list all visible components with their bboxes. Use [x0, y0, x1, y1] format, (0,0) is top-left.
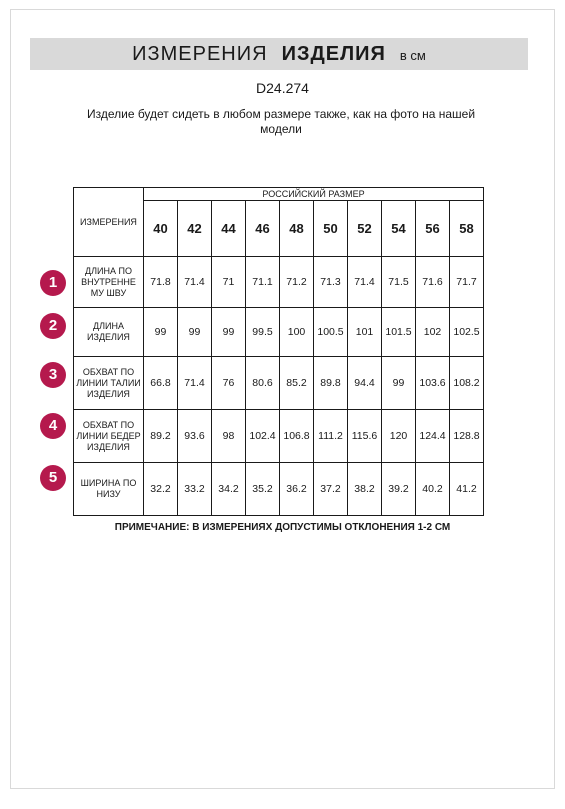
table-cell: 101.5 — [382, 308, 416, 357]
table-cell: 99.5 — [246, 308, 280, 357]
table-cell: 37.2 — [314, 463, 348, 516]
row-number-marker: 1 — [40, 270, 66, 296]
table-cell: 71.3 — [314, 257, 348, 308]
table-cell: 102.4 — [246, 410, 280, 463]
size-header-cell: 44 — [212, 201, 246, 257]
title-measurements: ИЗМЕРЕНИЯ — [132, 43, 268, 65]
size-header-cell: 52 — [348, 201, 382, 257]
table-cell: 80.6 — [246, 357, 280, 410]
table-cell: 100.5 — [314, 308, 348, 357]
table-cell: 101 — [348, 308, 382, 357]
table-row — [74, 463, 484, 516]
table-cell: 71.6 — [416, 257, 450, 308]
table-cell: 98 — [212, 410, 246, 463]
product-code: D24.274 — [256, 80, 309, 96]
table-cell: 99 — [144, 308, 178, 357]
table-cell: 71 — [212, 257, 246, 308]
size-header-cell: 48 — [280, 201, 314, 257]
table-cell: 100 — [280, 308, 314, 357]
size-header-cell: 46 — [246, 201, 280, 257]
row-number-marker: 5 — [40, 465, 66, 491]
size-header-cell: 58 — [450, 201, 484, 257]
table-cell: 71.4 — [348, 257, 382, 308]
row-label: ШИРИНА ПО НИЗУ — [74, 463, 144, 516]
table-cell: 35.2 — [246, 463, 280, 516]
table-cell: 71.8 — [144, 257, 178, 308]
table-cell: 93.6 — [178, 410, 212, 463]
table-cell: 102.5 — [450, 308, 484, 357]
table-cell: 71.4 — [178, 257, 212, 308]
table-cell: 71.5 — [382, 257, 416, 308]
table-cell: 71.1 — [246, 257, 280, 308]
row-number-marker: 2 — [40, 313, 66, 339]
table-cell: 41.2 — [450, 463, 484, 516]
table-cell: 99 — [382, 357, 416, 410]
table-cell: 33.2 — [178, 463, 212, 516]
size-header-cell: 42 — [178, 201, 212, 257]
table-cell: 106.8 — [280, 410, 314, 463]
table-cell: 71.2 — [280, 257, 314, 308]
table-cell: 124.4 — [416, 410, 450, 463]
table-cell: 99 — [178, 308, 212, 357]
russian-size-header: РОССИЙСКИЙ РАЗМЕР — [144, 188, 484, 201]
fit-description: Изделие будет сидеть в любом размере также, как на фото на нашей модели — [86, 107, 476, 136]
table-cell: 38.2 — [348, 463, 382, 516]
table-cell: 34.2 — [212, 463, 246, 516]
table-row — [74, 308, 484, 357]
table-cell: 102 — [416, 308, 450, 357]
table-row — [74, 410, 484, 463]
row-label: ДЛИНА ПО ВНУТРЕННЕ МУ ШВУ — [74, 257, 144, 308]
table-cell: 99 — [212, 308, 246, 357]
table-cell: 71.7 — [450, 257, 484, 308]
title-bar — [30, 38, 528, 70]
size-header-cell: 40 — [144, 201, 178, 257]
table-row — [74, 357, 484, 410]
title-product: ИЗДЕЛИЯ — [281, 43, 386, 65]
row-label: ОБХВАТ ПО ЛИНИИ ТАЛИИ ИЗДЕЛИЯ — [74, 357, 144, 410]
table-cell: 32.2 — [144, 463, 178, 516]
row-label: ДЛИНА ИЗДЕЛИЯ — [74, 308, 144, 357]
table-cell: 36.2 — [280, 463, 314, 516]
table-cell: 40.2 — [416, 463, 450, 516]
table-cell: 103.6 — [416, 357, 450, 410]
table-cell: 120 — [382, 410, 416, 463]
row-number-marker: 4 — [40, 413, 66, 439]
table-cell: 108.2 — [450, 357, 484, 410]
table-cell: 89.8 — [314, 357, 348, 410]
table-cell: 39.2 — [382, 463, 416, 516]
row-number-marker: 3 — [40, 362, 66, 388]
table-cell: 128.8 — [450, 410, 484, 463]
size-header-cell: 56 — [416, 201, 450, 257]
table-row — [74, 257, 484, 308]
size-header-cell: 54 — [382, 201, 416, 257]
measurements-header: ИЗМЕРЕНИЯ — [74, 188, 144, 257]
table-cell: 66.8 — [144, 357, 178, 410]
table-cell: 76 — [212, 357, 246, 410]
page — [10, 9, 555, 789]
table-cell: 85.2 — [280, 357, 314, 410]
table-cell: 94.4 — [348, 357, 382, 410]
note: ПРИМЕЧАНИЕ: В ИЗМЕРЕНИЯХ ДОПУСТИМЫ ОТКЛОНЕНИЯ 1-2 СМ — [114, 522, 451, 533]
size-header-cell: 50 — [314, 201, 348, 257]
title-unit: в см — [399, 48, 426, 63]
table-cell: 115.6 — [348, 410, 382, 463]
row-label: ОБХВАТ ПО ЛИНИИ БЕДЕР ИЗДЕЛИЯ — [74, 410, 144, 463]
table-cell: 71.4 — [178, 357, 212, 410]
table-cell: 111.2 — [314, 410, 348, 463]
size-table — [73, 187, 484, 516]
table-cell: 89.2 — [144, 410, 178, 463]
